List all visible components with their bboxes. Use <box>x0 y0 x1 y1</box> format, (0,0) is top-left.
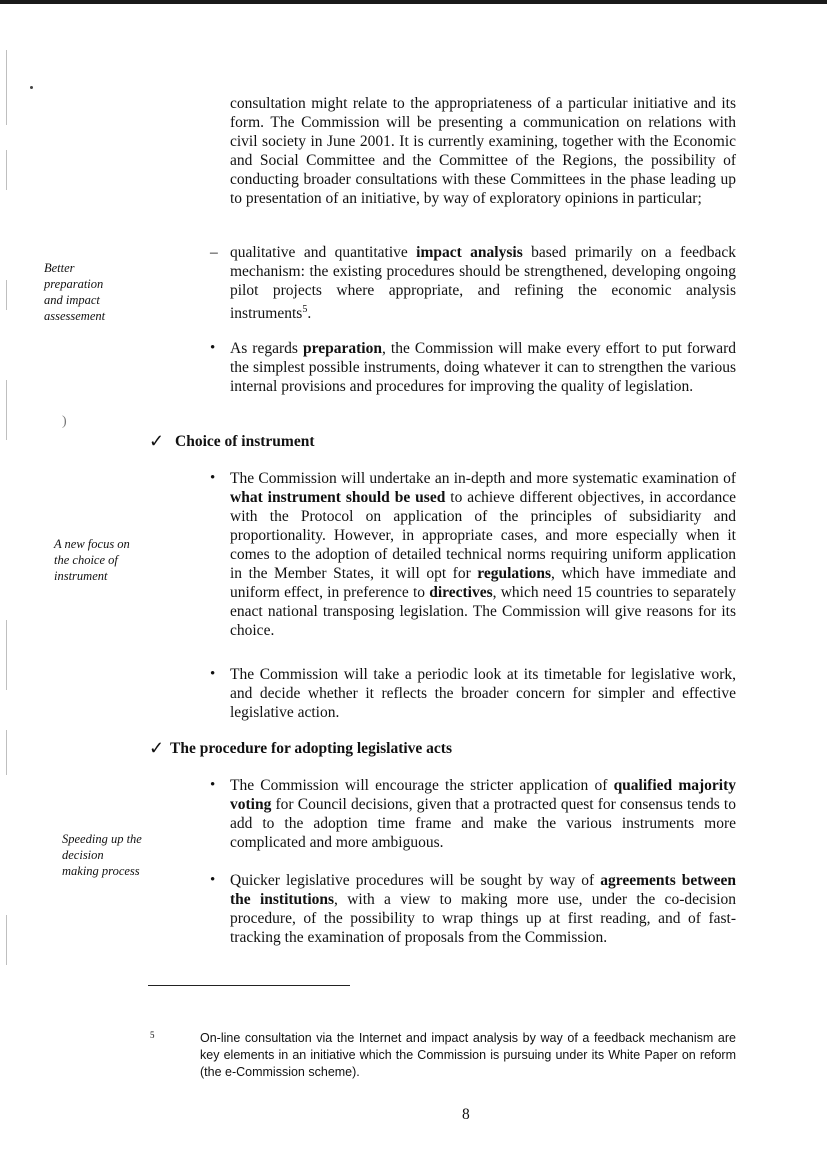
scan-edge-line <box>6 730 7 775</box>
bullet-marker: • <box>210 777 216 793</box>
paragraph-text: qualitative and quantitative <box>230 244 417 261</box>
checkmark-icon: ✓ <box>149 738 165 758</box>
bold-term: agreements between the institutions <box>230 872 737 908</box>
margin-note-line: the choice of <box>54 553 118 567</box>
footnote-number: 5 <box>150 1030 155 1040</box>
paragraph-text: The Commission will undertake an in-depth and more systematic examination of <box>230 470 736 487</box>
scan-edge-line <box>6 280 7 310</box>
scan-edge-line <box>6 380 7 440</box>
page-number: 8 <box>462 1106 470 1123</box>
margin-note-speeding-up <box>62 831 142 879</box>
margin-note-line: making process <box>62 864 140 878</box>
scan-dot <box>30 86 33 89</box>
paragraph-text: The Commission will encourage the stricter application of <box>230 777 614 794</box>
bold-term: regulations <box>477 565 552 582</box>
paragraph-qualified-majority <box>230 776 736 852</box>
checkmark-icon: ✓ <box>149 431 165 451</box>
margin-note-line: assessement <box>44 309 106 323</box>
paragraph-preparation <box>230 339 736 396</box>
margin-note-line: decision <box>62 848 104 862</box>
margin-note-line: preparation <box>44 277 104 291</box>
bullet-marker: • <box>210 872 216 888</box>
paragraph-text: Quicker legislative procedures will be sought by way of <box>230 872 601 889</box>
margin-note-line: Speeding up the <box>62 832 142 846</box>
paragraph-quicker-procedures <box>230 871 736 947</box>
paragraph-text: . <box>307 305 312 323</box>
scan-edge-line <box>6 915 7 965</box>
paragraph-text: As regards <box>230 340 303 357</box>
bullet-marker: • <box>210 470 216 486</box>
footnote-separator <box>148 985 350 986</box>
paragraph-text: , with a view to making more use, under the co-decision procedure, of the possibility to wrap things up at first reading, and of fast-tracking the examination of proposals from the Commission. <box>230 891 737 946</box>
paragraph-text: , the Commission will make every effort to put forward the simplest possible instruments, doing whatever it can to strengthen the various internal provisions and procedures for improving the quality of legislation. <box>230 340 736 395</box>
scan-edge-line <box>6 150 7 190</box>
bold-term: impact analysis <box>416 244 523 261</box>
paragraph-text: consultation might relate to the appropriateness of a particular initiative and its form. The Commission will be presenting a communication on relations with civil society in June 2001. It is currently examining, together with the Economic and Social Committee and the Committee of the Regions, the possibility of conducting broader consultations with these Committees in the phase leading up to presentation of an initiative, by way of exploratory opinions in particular; <box>230 95 736 207</box>
dash-marker: – <box>210 244 218 261</box>
paragraph-instrument-examination <box>230 469 736 640</box>
bold-term: qualified majority voting <box>230 777 736 813</box>
bold-term: directives <box>429 584 493 601</box>
heading-procedure-legislative-acts: The procedure for adopting legislative acts <box>170 740 453 757</box>
paragraph-text: The Commission will take a periodic look at its timetable for legislative work, and decide whether it reflects the broader concern for simpler and effective legislative action. <box>230 666 736 721</box>
paragraph-text: for Council decisions, given that a protracted quest for consensus tends to add to the adoption time frame and make the various instruments more complicated and more ambiguous. <box>230 796 736 851</box>
margin-note-line: A new focus on <box>54 537 130 551</box>
footnote-text: On-line consultation via the Internet and impact analysis by way of a feedback mechanism are key elements in an initiative which the Commission is pursuing under its White Paper on reform (the e-Commission scheme). <box>200 1031 736 1079</box>
heading-choice-of-instrument: Choice of instrument <box>175 433 315 450</box>
page-top-rule <box>0 0 827 4</box>
scan-edge-line <box>6 50 7 125</box>
margin-note-new-focus <box>54 536 130 584</box>
paragraph-text: , which have immediate and uniform effect, in preference to <box>230 565 736 601</box>
margin-note-line: instrument <box>54 569 108 583</box>
bold-term: what instrument should be used <box>230 489 446 506</box>
paragraph-timetable <box>230 665 736 722</box>
paragraph-impact-analysis <box>230 243 736 323</box>
scan-edge-line <box>6 620 7 690</box>
margin-note-line: and impact <box>44 293 100 307</box>
paragraph-text: based primarily on a feedback mechanism: the existing procedures should be strengthened, developing ongoing pilot projects where appropriate, and refining the economic analysis instruments <box>230 244 736 323</box>
bullet-marker: • <box>210 666 216 682</box>
paragraph-text: , which need 15 countries to separately enact national transposing legislation. The Commission will give reasons for its choice. <box>230 584 736 639</box>
bullet-marker: • <box>210 340 216 356</box>
bold-term: preparation <box>303 340 382 357</box>
paragraph-consultation <box>230 94 736 208</box>
footnote-reference[interactable]: 5 <box>302 304 308 315</box>
margin-note-line: Better <box>44 261 75 275</box>
scan-paren-mark: ) <box>62 414 67 429</box>
margin-note-better-preparation <box>44 260 105 324</box>
paragraph-text: to achieve different objectives, in accordance with the Protocol on application of the principles of subsidiarity and proportionality. However, in appropriate cases, and more especially when it comes to the adoption of detailed technical norms requiring uniform application in the Member States, it will opt for <box>230 489 736 582</box>
